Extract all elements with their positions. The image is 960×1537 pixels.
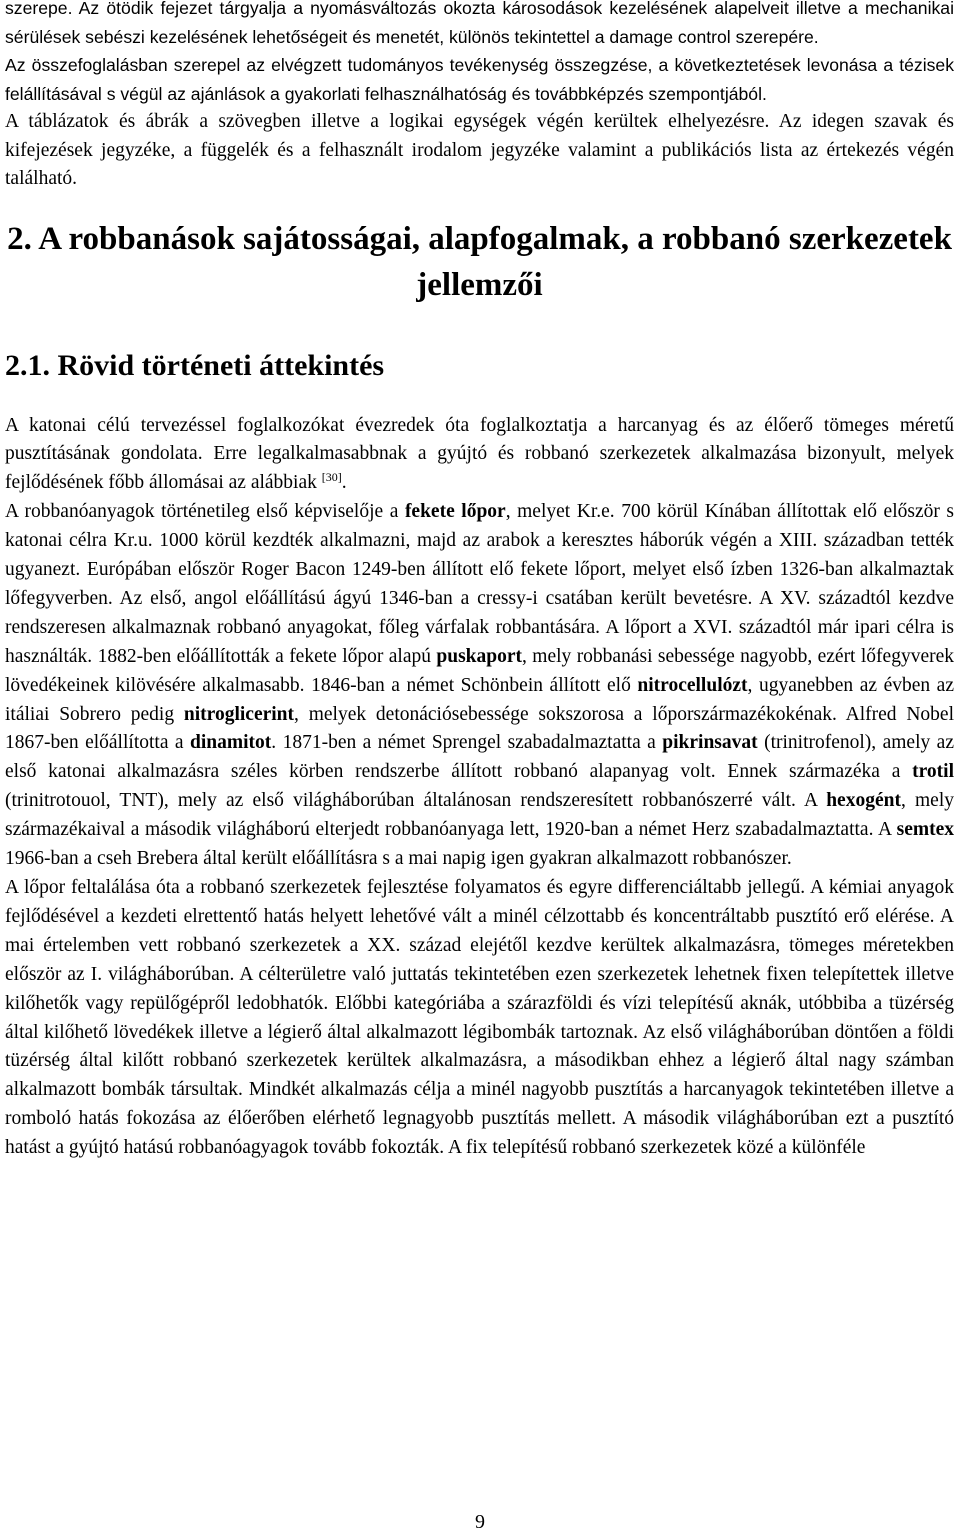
text-run: 1966-ban a cseh Brebera által került előállításra s a mai napig igen gyakran alkalmazott robbanószer. [5, 848, 792, 870]
text-run: A katonai célú tervezéssel foglalkozókat évezredek óta foglalkoztatja a harcanyag és az élőerő tömeges méretű pusztításának gondolata. Erre legalkalmasabbnak a gyújtó és robbanó szerkezetek alkalmazása bizonyult, melyek fejlődésének főbb állomásai az alábbiak [5, 414, 954, 494]
intro-paragraph-1 [5, 0, 954, 108]
text-run: (trinitrotouol, TNT), mely az első világháborúban általánosan rendszeresített robbanószerré vált. A [5, 790, 827, 812]
text-run: A robbanóanyagok történetileg első képviselője a [5, 501, 405, 523]
page-number: 9 [475, 1511, 485, 1533]
text-run: (trinitrofenol), amely az első katonai alkalmazásra széles körben rendszerbe állított robbanó alapanyag volt. Ennek származéka a [5, 732, 954, 783]
term-trotyl: trotil [912, 761, 954, 783]
text-run: , mely származékaival a második világháború elterjedt robbanóanyaga lett, 1920-ban a német Herz szabadalmaztatta. A [5, 790, 954, 841]
citation-ref: [30] [321, 470, 342, 485]
term-nitrocellulose: nitrocellulózt [637, 674, 748, 696]
text-run: , ugyanebben az évben az itáliai Sobrero pedig [5, 674, 954, 725]
term-semtex: semtex [896, 819, 954, 841]
development-paragraph: A lőpor feltalálása óta a robbanó szerkezetek fejlesztése folyamatos és egyre differenciáltabb jellegű. A kémiai anyagok fejlődésével a kezdeti elrettentő hatás helyett lehetővé vált a minél célzottabb és koncentráltabb pusztító erő elérése. A mai értelemben vett robbanó szerkezetek a XX. század elejétől kezdve kerültek alkalmazásra, tömeges méretekben először az I. világháborúban. A célterületre való juttatás tekintetében ezen szerkezetek lehetnek fixen telepítettek illetve kilőhetők vagy repülőgépről ledobhatók. Előbbi kategóriába a szárazföldi és vízi telepítésű aknák, utóbbiba a tüzérség által kilőhető lövedékek illetve a légierő által alkalmazott légibombák tartoznak. Az első világháborúban döntően a földi tüzérség által kilőtt robbanó szerkezetek kerültek alkalmazásra, a másodikban ehhez a légierő által nagy számban alkalmazott bombák társultak. Mindkét alkalmazás célja a minél nagyobb pusztítás a harcanyagok tekintetében illetve a romboló hatás fokozása az élőerőben elérhető legnagyobb pusztítás mellett. A második világháborúban ezt a pusztító hatást a gyújtó hatású robbanóagyagok tovább fokozták. A fix telepítésű robbanó szerkezetek közé a különféle [5, 877, 954, 1159]
term-dynamite: dinamitot [190, 732, 272, 754]
text-run: . [341, 472, 347, 494]
term-black-powder: fekete lőpor [404, 501, 506, 523]
term-hexogen: hexogént [826, 790, 901, 812]
intro-paragraph-2 [5, 108, 954, 194]
intro-text-3: A táblázatok és ábrák a szövegben illetve a logikai egységek végén kerültek elhelyezésre. Az idegen szavak és kifejezések jegyzéke, a függelék és a felhasznált irodalom jegyzéke valamint a publikációs lista az értekezés végén található. [5, 111, 954, 189]
term-gunpowder: puskaport [436, 645, 523, 667]
text-run: , melyek detonációsebessége sokszorosa a lőporszármazékokénak. Alfred Nobel 1867-ben előállította a [5, 703, 954, 754]
text-run: , mely robbanási sebessége nagyobb, ezért lőfegyverek lövedékeinek kilövésére alkalmasabb. 1846-ban a német Schönbein állított elő [5, 645, 954, 696]
text-run: . 1871-ben a német Sprengel szabadalmaztatta a [271, 732, 663, 754]
chapter-title: 2. A robbanások sajátosságai, alapfogalmak, a robbanó szerkezetek jellemzői [7, 220, 952, 303]
term-nitroglycerin: nitroglicerint [183, 703, 295, 725]
intro-text-1: szerepe. Az ötödik fejezet tárgyalja a nyomásváltozás okozta károsodások kezelésének alapelveit illetve a mechanikai sérülések sebészi kezelésének lehetőségeit és menetét, különös tekintettel a damage control szerepére. [5, 0, 954, 47]
history-paragraph [5, 412, 954, 875]
intro-text-2: Az összefoglalásban szerepel az elvégzett tudományos tevékenység összegzése, a következtetések levonása a tézisek felállításával s végül az ajánlások a gyakorlati felhasználhatóság és továbbképzés szempontjából. [5, 55, 954, 104]
text-run: , melyet Kr.e. 700 körül Kínában állítottak elő először s katonai célra Kr.u. 1000 körül kezdték alkalmazni, majd az arabok a keresztes háborúk végén a XIII. században tették ugyanezt. Európában először Roger Bacon 1249-ben állított elő fekete lőport, melyet első ízben 1326-ban alkalmaztak lőfegyverben. Az első, angol előállítású ágyú 1346-ban a cressy-i csatában került bevetésre. A XV. századtól kezdve rendszeresen alkalmaznak robbanó anyagokat, főleg várfalak robbantására. A lőport a XVI. századtól már ipari célra is használták. 1882-ben előállították a fekete lőpor alapú [5, 501, 954, 667]
section-title: 2.1. Rövid történeti áttekintés [5, 348, 385, 382]
term-picric-acid: pikrinsavat [662, 732, 758, 754]
